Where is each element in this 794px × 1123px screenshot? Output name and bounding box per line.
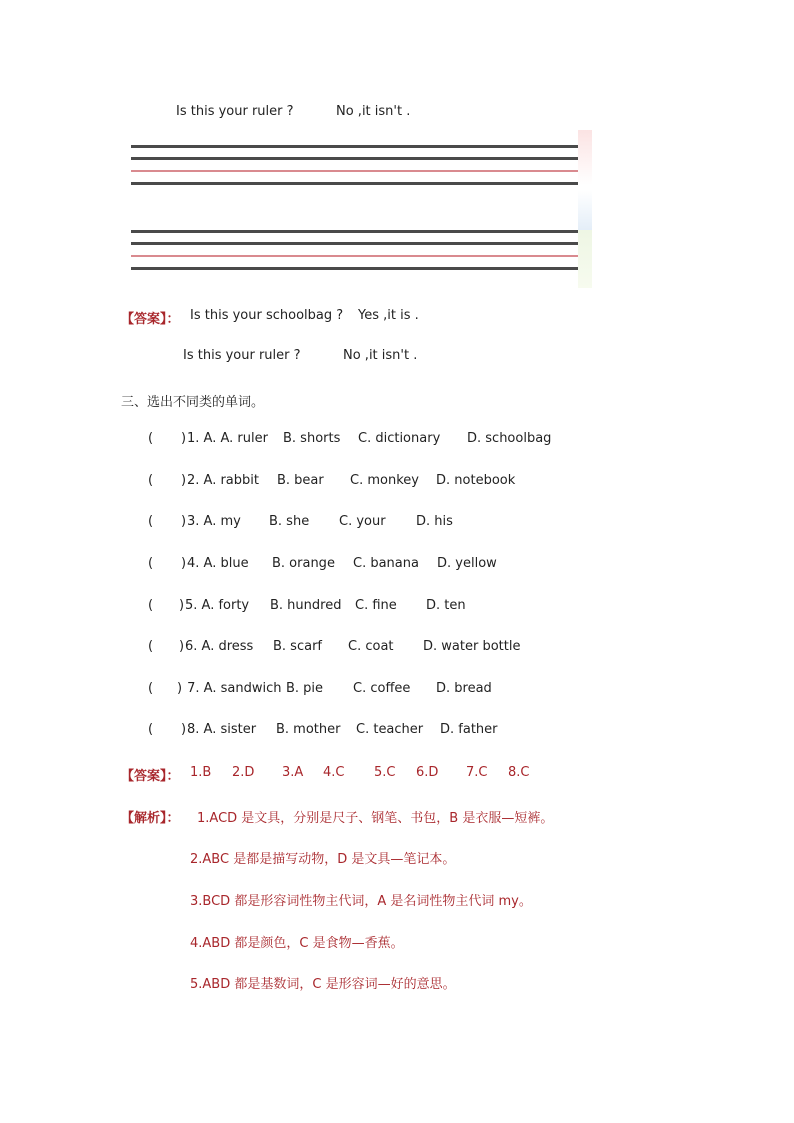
option-d: D. his [416,514,453,529]
close-paren: ) [181,431,187,446]
guide-line [131,230,579,233]
guide-line-red [131,255,579,257]
answer-value: 5.C [374,765,396,780]
top-question: Is this your ruler ? [176,104,294,119]
option-a: 5. A. forty [185,598,250,613]
guide-line-red [131,170,579,172]
close-paren: ) [181,722,187,737]
guide-line [131,242,579,245]
option-c: C. banana [353,556,419,571]
option-d: D. schoolbag [467,431,552,446]
answer-label: 【答案】： [121,312,180,327]
analysis-line: 1.ACD 是文具，分别是尺子、钢笔、书包，B 是衣服—短裤。 [197,811,554,826]
option-a: 8. A. sister [187,722,257,737]
option-b: B. scarf [273,639,322,654]
option-b: B. orange [272,556,335,571]
close-paren: ) [179,639,185,654]
answer-line2-answer: No ,it isn't . [343,348,418,363]
close-paren: ) [177,681,183,696]
open-paren: ( [148,722,154,737]
option-c: C. coffee [353,681,411,696]
option-d: D. yellow [437,556,497,571]
close-paren: ) [181,473,187,488]
option-b: B. hundred [270,598,342,613]
option-b: B. pie [286,681,324,696]
open-paren: ( [148,431,154,446]
decoration-strip [578,190,592,230]
option-a: 6. A. dress [185,639,254,654]
option-b: B. she [269,514,310,529]
close-paren: ) [181,556,187,571]
option-d: D. water bottle [423,639,521,654]
answer-value: 1.B [190,765,212,780]
guide-line [131,182,579,185]
guide-line [131,157,579,160]
open-paren: ( [148,681,154,696]
analysis-line: 2.ABC 是都是描写动物，D 是文具—笔记本。 [190,852,456,867]
close-paren: ) [181,514,187,529]
option-c: C. teacher [356,722,424,737]
answer-line1-answer: Yes ,it is . [358,308,419,323]
option-a: 1. A. A. ruler [187,431,268,446]
option-c: C. fine [355,598,397,613]
option-d: D. father [440,722,498,737]
option-c: C. coat [348,639,394,654]
option-b: B. bear [277,473,324,488]
open-paren: ( [148,514,154,529]
answer-value: 7.C [466,765,488,780]
option-a: 4. A. blue [187,556,249,571]
close-paren: ) [179,598,185,613]
analysis-line: 4.ABD 都是颜色，C 是食物—香蕉。 [190,936,404,951]
answer-line1-question: Is this your schoolbag ? [190,308,344,323]
option-c: C. your [339,514,386,529]
option-b: B. shorts [283,431,341,446]
option-c: C. monkey [350,473,419,488]
answer-value: 8.C [508,765,530,780]
option-a: 3. A. my [187,514,241,529]
guide-line [131,145,579,148]
answer-value: 6.D [416,765,439,780]
answer-value: 4.C [323,765,345,780]
answer-value: 2.D [232,765,255,780]
option-a: 7. A. sandwich [183,681,282,696]
option-d: D. notebook [436,473,516,488]
analysis-line: 3.BCD 都是形容词性物主代词，A 是名词性物主代词 my。 [190,894,532,909]
option-b: B. mother [276,722,341,737]
open-paren: ( [148,639,154,654]
guide-line [131,267,579,270]
answer-line2-question: Is this your ruler ? [183,348,301,363]
option-d: D. ten [426,598,466,613]
section-title: 三、选出不同类的单词。 [121,395,265,410]
open-paren: ( [148,556,154,571]
analysis-line: 5.ABD 都是基数词，C 是形容词—好的意思。 [190,977,456,992]
top-answer: No ,it isn't . [336,104,411,119]
decoration-strip [578,130,592,185]
open-paren: ( [148,598,154,613]
option-d: D. bread [436,681,492,696]
answer-value: 3.A [282,765,304,780]
answer-label: 【答案】： [121,769,180,784]
decoration-strip [578,230,592,288]
analysis-label: 【解析】： [121,811,180,826]
option-a: 2. A. rabbit [187,473,259,488]
option-c: C. dictionary [358,431,441,446]
open-paren: ( [148,473,154,488]
